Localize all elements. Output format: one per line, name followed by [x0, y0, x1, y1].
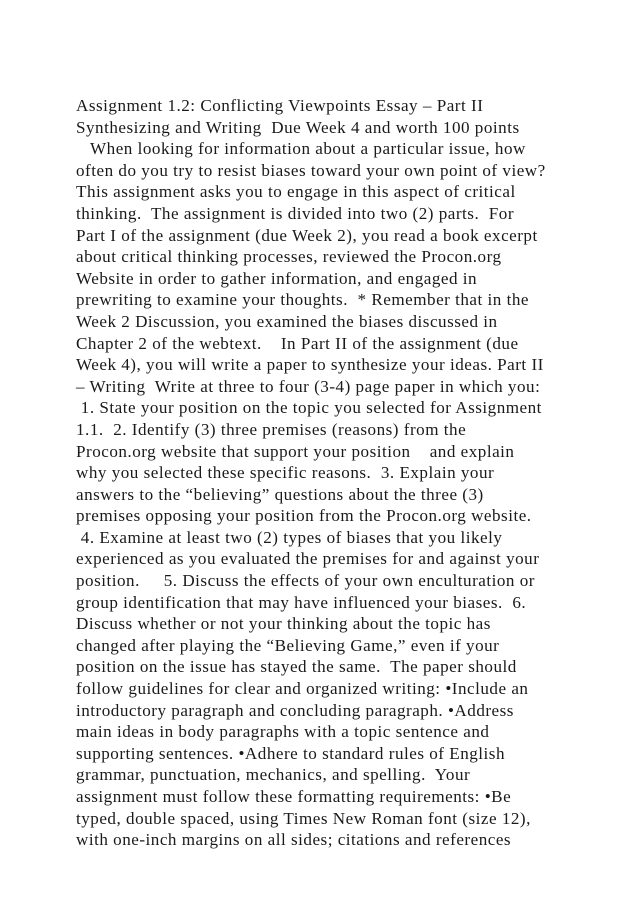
document-line: – Writing Write at three to four (3-4) page paper in which you: — [76, 376, 541, 396]
document-line: Discuss whether or not your thinking about the topic has — [76, 614, 491, 634]
document-line: grammar, punctuation, mechanics, and spelling. Your — [76, 765, 471, 785]
document-line: When looking for information about a particular issue, how — [76, 139, 526, 159]
document-line: supporting sentences. •Adhere to standard rules of English — [76, 743, 506, 763]
document-body — [76, 95, 566, 851]
document-line: typed, double spaced, using Times New Roman font (size 12), — [76, 808, 531, 828]
document-line: position on the issue has stayed the same. The paper should — [76, 657, 517, 677]
document-line: Part I of the assignment (due Week 2), you read a book excerpt — [76, 225, 538, 245]
document-line: answers to the “believing” questions about the three (3) — [76, 484, 484, 504]
document-line: premises opposing your position from the Procon.org website. — [76, 506, 532, 526]
document-line: Week 4), you will write a paper to synthesize your ideas. Part II — [76, 355, 544, 375]
document-line: group identification that may have influenced your biases. 6. — [76, 592, 527, 612]
document-line: with one-inch margins on all sides; citations and references — [76, 830, 512, 850]
document-line: often do you try to resist biases toward your own point of view? — [76, 160, 546, 180]
document-line: position. 5. Discuss the effects of your own enculturation or — [76, 571, 535, 591]
document-line: 1. State your position on the topic you selected for Assignment — [76, 398, 542, 418]
document-line: main ideas in body paragraphs with a topic sentence and — [76, 722, 490, 742]
document-line: follow guidelines for clear and organized writing: •Include an — [76, 679, 529, 699]
document-line: 4. Examine at least two (2) types of biases that you likely — [76, 527, 503, 547]
document-line: Website in order to gather information, and engaged in — [76, 268, 478, 288]
document-line: about critical thinking processes, reviewed the Procon.org — [76, 247, 502, 267]
document-line: assignment must follow these formatting requirements: •Be — [76, 787, 512, 806]
document-line: Assignment 1.2: Conflicting Viewpoints Essay – Part II — [76, 96, 484, 115]
document-line: thinking. The assignment is divided into two (2) parts. For — [76, 203, 515, 223]
document-line: experienced as you evaluated the premises for and against your — [76, 549, 540, 569]
document-line: changed after playing the “Believing Game,” even if your — [76, 635, 500, 655]
document-line: Procon.org website that support your position and explain — [76, 441, 515, 461]
document-line: introductory paragraph and concluding paragraph. •Address — [76, 700, 514, 720]
document-line: Week 2 Discussion, you examined the biases discussed in — [76, 311, 498, 331]
document-line: Synthesizing and Writing Due Week 4 and worth 100 points — [76, 117, 520, 137]
document-line: This assignment asks you to engage in this aspect of critical — [76, 182, 516, 202]
document-line: Chapter 2 of the webtext. In Part II of the assignment (due — [76, 333, 519, 353]
document-line: 1.1. 2. Identify (3) three premises (reasons) from the — [76, 419, 467, 439]
document-line: why you selected these specific reasons. 3. Explain your — [76, 463, 495, 483]
document-line: prewriting to examine your thoughts. * Remember that in the — [76, 290, 529, 310]
